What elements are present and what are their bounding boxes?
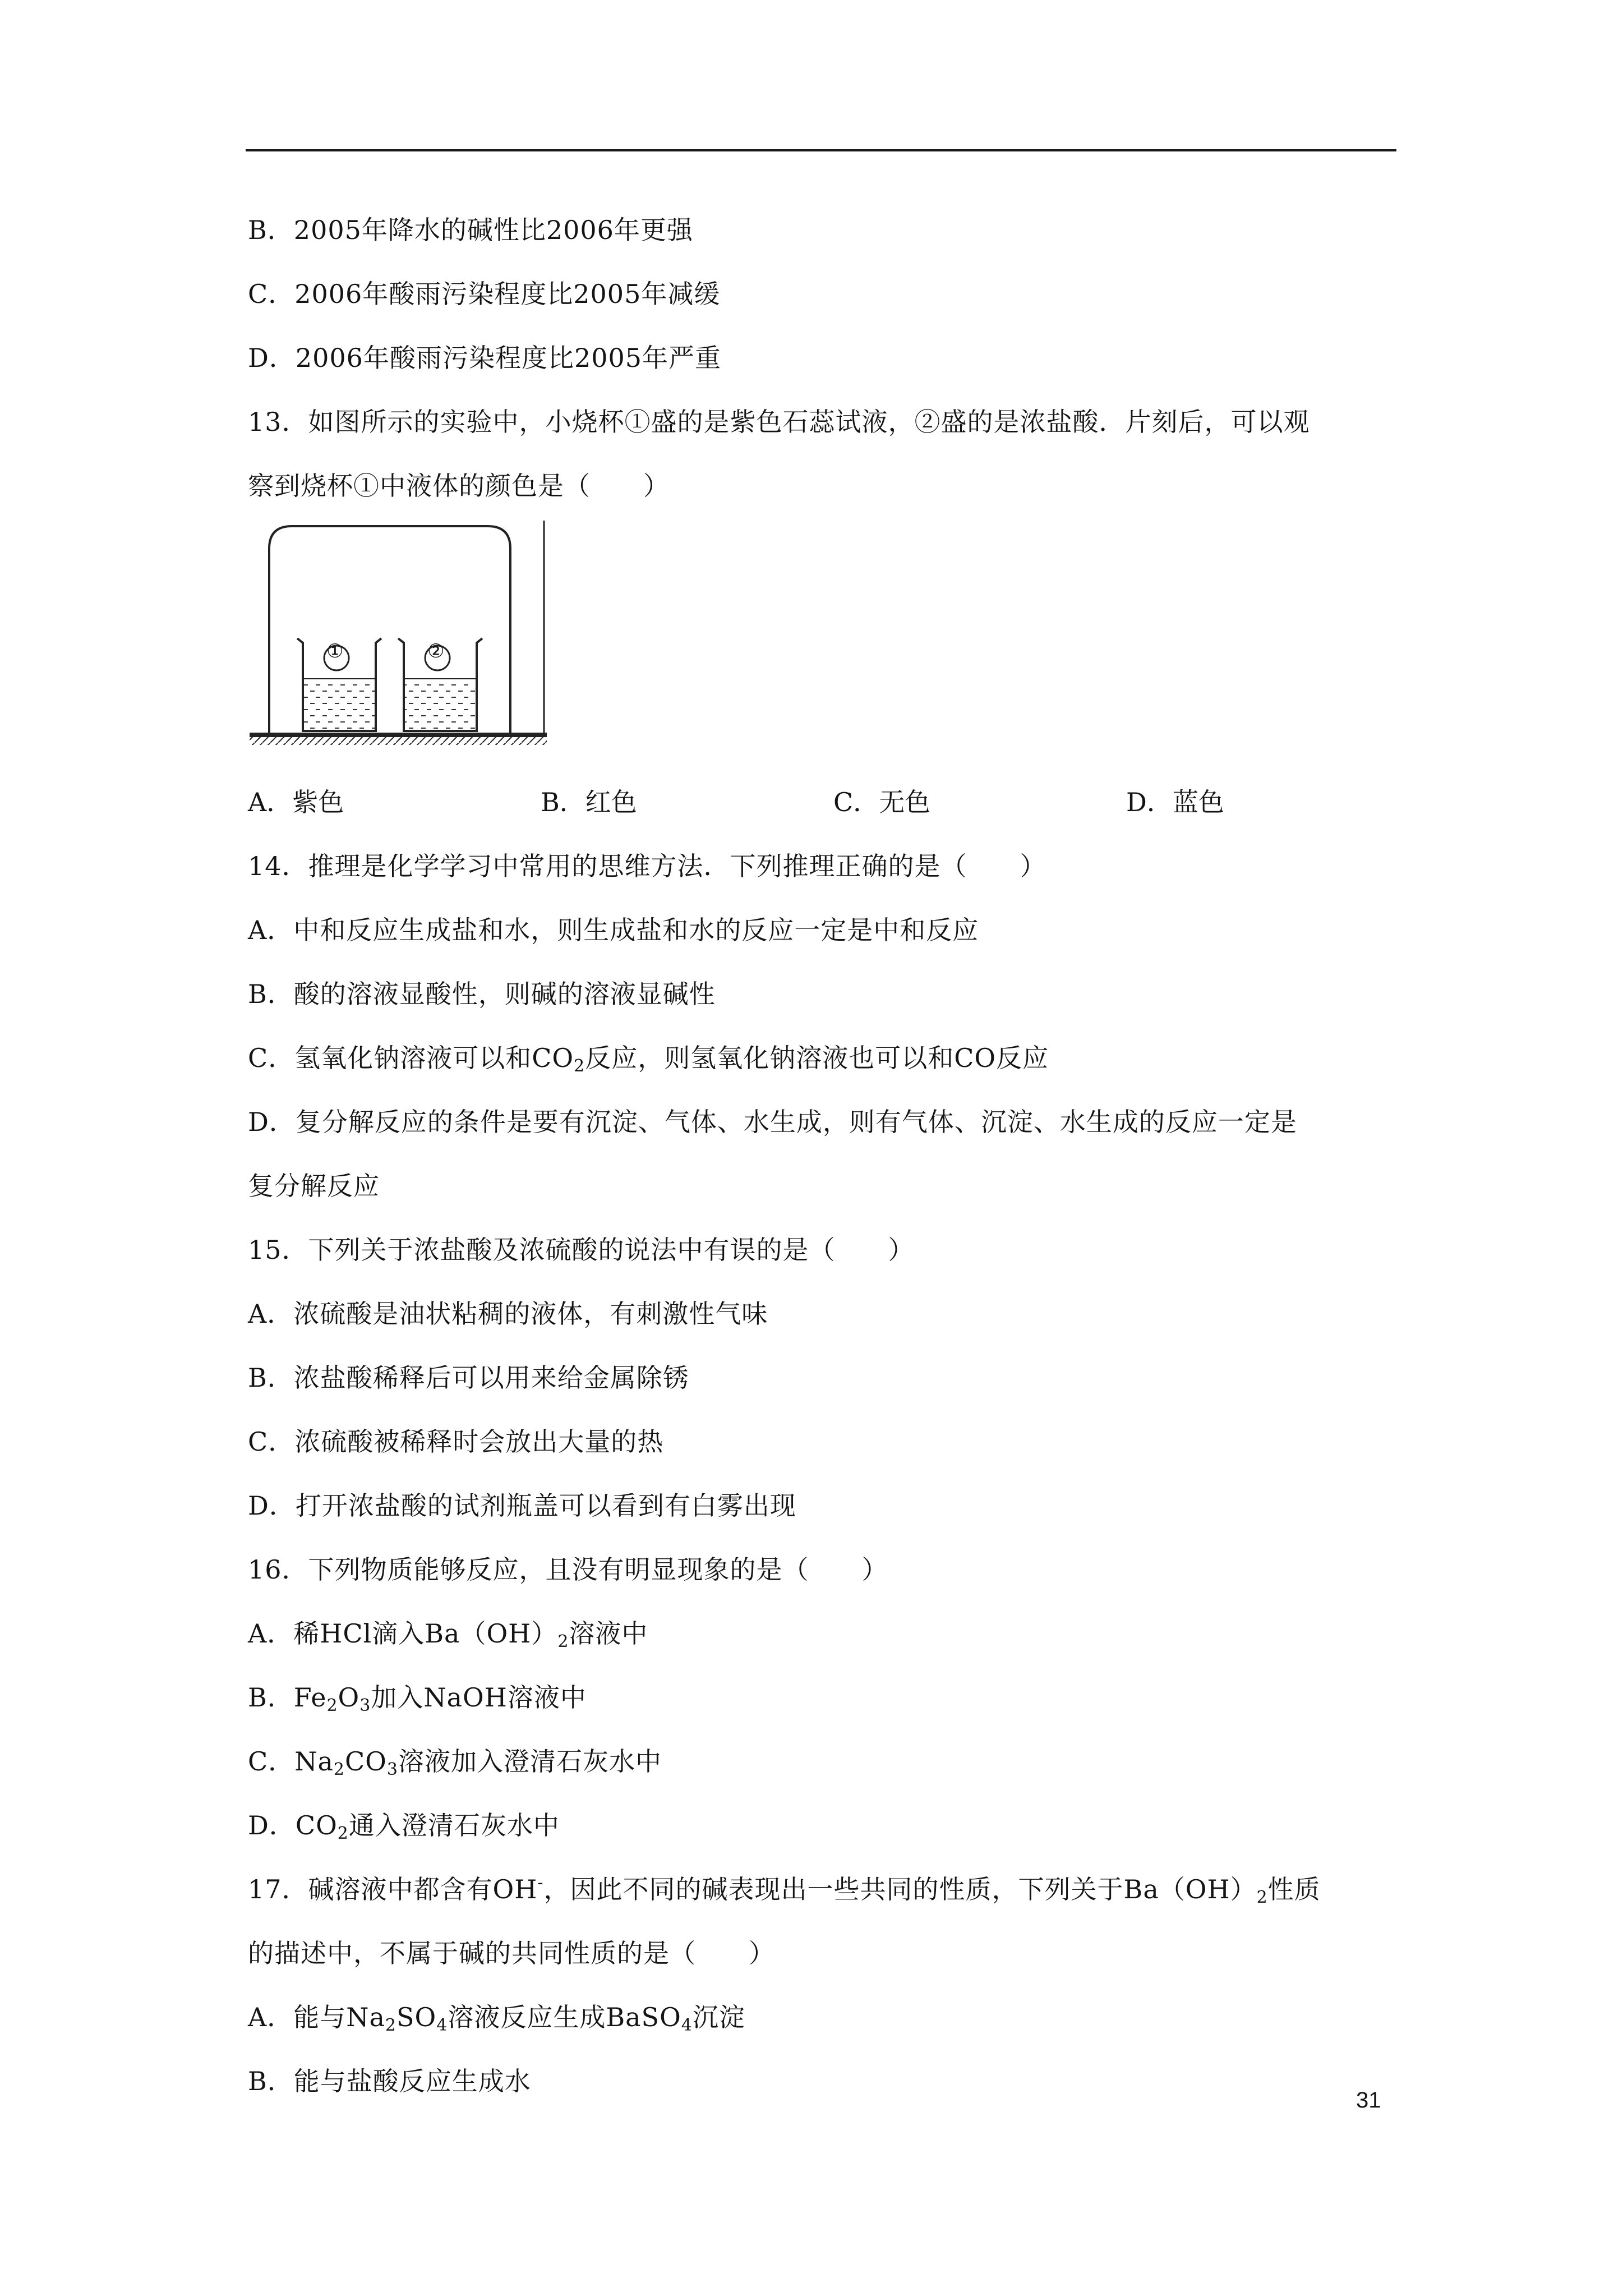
q13-option-a: A．紫色: [248, 787, 344, 817]
q14-option-b: B．酸的溶液显酸性，则碱的溶液显碱性: [248, 979, 716, 1009]
q16-option-c: C．$Na_2CO_3$溶液加入澄清石灰水中: [248, 1746, 662, 1779]
q16-option-b: B．$Fe_2O_3$加入NaOH溶液中: [248, 1682, 587, 1715]
q15-option-d: D．打开浓盐酸的试剂瓶盖可以看到有白雾出现: [248, 1490, 796, 1521]
q17-stem-line2: 的描述中，不属于碱的共同性质的是（ ）: [248, 1938, 775, 1968]
q12-option-b: B．2005年降水的碱性比2006年更强: [248, 215, 693, 245]
q12-option-c: C．2006年酸雨污染程度比2005年减缓: [248, 279, 721, 309]
q15-stem: 15．下列关于浓盐酸及浓硫酸的说法中有误的是（ ）: [248, 1235, 915, 1265]
q14-option-d-line1: D．复分解反应的条件是要有沉淀、气体、水生成，则有气体、沉淀、水生成的反应一定是: [248, 1107, 1297, 1137]
q17-option-a: A．能与$Na_2SO_4$溶液反应生成BaSO$_4$沉淀: [248, 2002, 745, 2035]
page-number: 31: [1356, 2088, 1381, 2113]
q14-option-a: A．中和反应生成盐和水，则生成盐和水的反应一定是中和反应: [248, 915, 979, 945]
q16-option-a: A．稀HCl滴入$Ba(OH)_2$溶液中: [248, 1618, 648, 1651]
beaker1-label: ①: [326, 640, 344, 662]
q16-stem: 16．下列物质能够反应，且没有明显现象的是（ ）: [248, 1554, 888, 1585]
q13-option-d: D．蓝色: [1126, 787, 1224, 817]
q16-option-d: D．$CO_2$通入澄清石灰水中: [248, 1810, 560, 1843]
q12-option-d: D．2006年酸雨污染程度比2005年严重: [248, 343, 722, 373]
q13-stem-line2: 察到烧杯①中液体的颜色是（ ）: [248, 471, 670, 501]
q15-option-a: A．浓硫酸是油状粘稠的液体，有刺激性气味: [248, 1299, 768, 1329]
q14-option-d-line2: 复分解反应: [248, 1171, 380, 1201]
beaker2-label: ②: [427, 640, 445, 662]
q13-option-b: B．红色: [541, 787, 637, 817]
q15-option-c: C．浓硫酸被稀释时会放出大量的热: [248, 1427, 664, 1457]
q14-stem: 14．推理是化学学习中常用的思维方法．下列推理正确的是（ ）: [248, 851, 1046, 881]
q17-option-b: B．能与盐酸反应生成水: [248, 2066, 531, 2096]
q13-option-c: C．无色: [833, 787, 931, 817]
q17-stem-line1: 17．碱溶液中都含有OH-，因此不同的碱表现出一些共同的性质，下列关于$Ba(OH)_2$性质: [248, 1873, 1321, 1907]
beaker-experiment-figure: [247, 515, 550, 745]
q13-stem-line1: 13．如图所示的实验中，小烧杯①盛的是紫色石蕊试液，②盛的是浓盐酸．片刻后，可以观: [248, 407, 1310, 437]
q15-option-b: B．浓盐酸稀释后可以用来给金属除锈: [248, 1363, 689, 1393]
q14-option-c: C．氢氧化钠溶液可以和$CO_2$反应，则氢氧化钠溶液也可以和CO反应: [248, 1043, 1049, 1076]
header-rule: [246, 149, 1396, 151]
